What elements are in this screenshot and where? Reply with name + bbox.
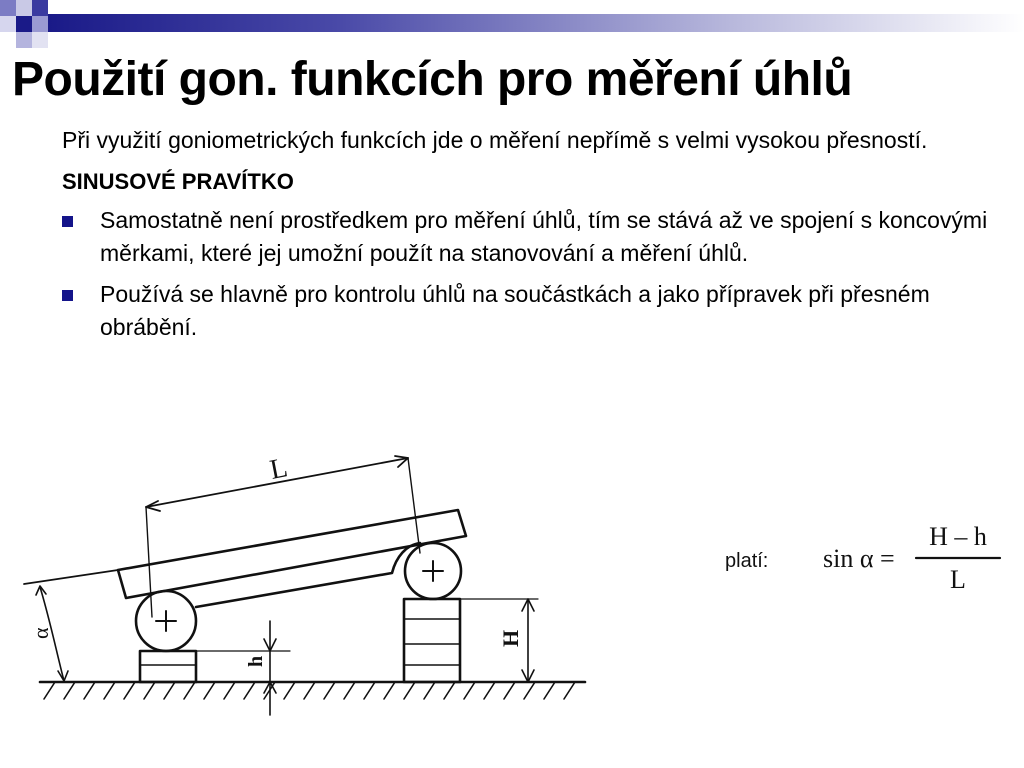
decor-square bbox=[16, 16, 32, 32]
square-bullet-icon bbox=[62, 290, 73, 301]
bullet-item bbox=[62, 278, 1017, 344]
gauge-block-small bbox=[140, 651, 196, 682]
label-H: H bbox=[498, 629, 523, 647]
bullet-list bbox=[62, 204, 1017, 344]
section-heading: SINUSOVÉ PRAVÍTKO bbox=[62, 169, 294, 194]
label-alpha: α bbox=[28, 627, 53, 639]
formula-lhs: sin α = bbox=[823, 544, 895, 573]
decor-square bbox=[32, 0, 48, 16]
decor-square bbox=[0, 0, 16, 16]
gauge-block-stack bbox=[404, 599, 460, 682]
slide-title: Použití gon. funkcích pro měření úhlů bbox=[12, 53, 853, 106]
bullet-item bbox=[62, 204, 1017, 270]
bullet-text: Samostatně není prostředkem pro měření úhlů, tím se stává až ve spojení s koncovými měrkami, které jej umožní použít na stanovování a měření úhlů. bbox=[100, 207, 988, 266]
slide-content bbox=[62, 124, 1017, 352]
formula-prefix: platí: bbox=[725, 550, 769, 572]
decor-square bbox=[0, 16, 16, 32]
angle-baseline bbox=[24, 570, 118, 584]
decor-square bbox=[16, 0, 32, 16]
square-bullet-icon bbox=[62, 216, 73, 227]
header-decoration bbox=[0, 0, 1024, 50]
sine-bar-foot bbox=[196, 543, 420, 607]
intro-text: Při využití goniometrických funkcích jde o měření nepřímě s velmi vysokou přesností. bbox=[62, 127, 928, 153]
bullet-text: Používá se hlavně pro kontrolu úhlů na součástkách a jako přípravek při přesném obrábění. bbox=[100, 281, 930, 340]
decor-square bbox=[32, 32, 48, 48]
label-L: L bbox=[267, 452, 291, 486]
label-h: h bbox=[245, 655, 267, 667]
sine-bar-diagram bbox=[0, 425, 1024, 768]
decor-square bbox=[32, 16, 48, 32]
header-gradient-bar bbox=[48, 14, 1024, 32]
sine-bar-body bbox=[118, 510, 466, 598]
formula-denominator: L bbox=[950, 565, 966, 594]
formula-numerator: H – h bbox=[929, 522, 987, 551]
ground-hatching bbox=[44, 682, 575, 699]
decor-square bbox=[16, 32, 32, 48]
